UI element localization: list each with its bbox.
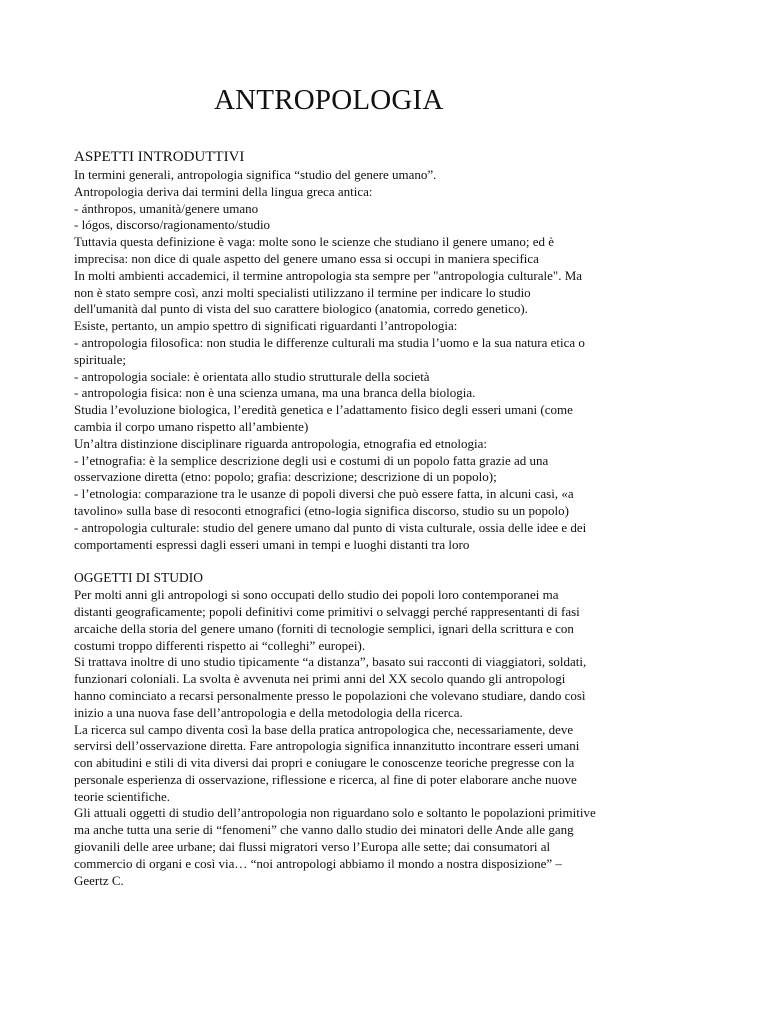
paragraph-line: - l’etnologia: comparazione tra le usanze di popoli diversi che può essere fatta, in alcuni casi, «a	[74, 486, 574, 502]
section-body-oggetti	[74, 587, 714, 889]
paragraph-line: - lógos, discorso/ragionamento/studio	[74, 217, 271, 233]
paragraph-line: Un’altra distinzione disciplinare riguarda antropologia, etnografia ed etnologia:	[74, 435, 487, 451]
paragraph-line: distanti geograficamente; popoli definitivi come primitivi o selvaggi perché rappresentanti di fasi	[74, 603, 580, 619]
paragraph-line: teorie scientifiche.	[74, 788, 171, 804]
paragraph-line: Tuttavia questa definizione è vaga: molte sono le scienze che studiano il genere umano; ed è	[74, 234, 555, 250]
paragraph-line: hanno cominciato a recarsi personalmente presso le popolazioni che volevano studiare, dando così	[74, 687, 586, 703]
paragraph-line: La ricerca sul campo diventa così la base della pratica antropologica che, necessariamente, deve	[74, 721, 574, 737]
section-heading-aspetti: ASPETTI INTRODUTTIVI	[74, 149, 245, 165]
paragraph-line: - ánthropos, umanità/genere umano	[74, 200, 259, 216]
paragraph-line: giovanili delle aree urbane; dai flussi migratori verso l’Europa alle sette; dai consumatori al	[74, 839, 551, 855]
paragraph-line: servirsi dell’osservazione diretta. Fare antropologia significa innanzitutto incontrare esseri umani	[74, 738, 580, 754]
paragraph-line: Esiste, pertanto, un ampio spettro di significati riguardanti l’antropologia:	[74, 318, 458, 334]
paragraph-line: - antropologia sociale: è orientata allo studio strutturale della società	[74, 368, 430, 384]
paragraph-line: dell'umanità dal punto di vista del suo carattere biologico (anatomia, corredo genetico).	[74, 301, 528, 317]
paragraph-line: In termini generali, antropologia significa “studio del genere umano”.	[74, 167, 437, 182]
paragraph-line: Geertz C.	[74, 872, 124, 888]
paragraph-line: arcaiche della storia del genere umano (forniti di tecnologie semplici, ignari della scrittura e con	[74, 620, 574, 636]
paragraph-line: commercio di organi e così via… “noi antropologi abbiamo il mondo a nostra disposizione” –	[74, 855, 562, 871]
section-heading-oggetti: OGGETTI DI STUDIO	[74, 570, 203, 586]
document-title: ANTROPOLOGIA	[214, 84, 444, 116]
paragraph-line: In molti ambienti accademici, il termine antropologia sta sempre per "antropologia culturale". Ma	[74, 267, 583, 283]
paragraph-line: costumi troppo differenti rispetto ai “colleghi” europei).	[74, 637, 366, 653]
paragraph-line: Si trattava inoltre di uno studio tipicamente “a distanza”, basato sui racconti di viaggiatori, soldati,	[74, 654, 587, 670]
paragraph-line: - antropologia filosofica: non studia le differenze culturali ma studia l’uomo e la sua natura etica o	[74, 334, 585, 350]
paragraph-line: comportamenti espressi dagli esseri umani in tempi e luoghi distanti tra loro	[74, 536, 470, 552]
paragraph-line: inizio a una nuova fase dell’antropologia e della metodologia della ricerca.	[74, 704, 463, 720]
paragraph-line: tavolino» sulla base di resoconti etnografici (etno-logia significa discorso, studio su un popolo)	[74, 502, 569, 518]
paragraph-line: funzionari coloniali. La svolta è avvenuta nei primi anni del XX secolo quando gli antropologi	[74, 671, 566, 687]
paragraph-line: non è stato sempre così, anzi molti specialisti utilizzano il termine per indicare lo studio	[74, 284, 531, 300]
document-body	[74, 148, 714, 889]
section-body-aspetti	[74, 167, 714, 553]
paragraph-line: Antropologia deriva dai termini della lingua greca antica:	[74, 183, 373, 199]
paragraph-line: ma anche tutta una serie di “fenomeni” che vanno dallo studio dei minatori delle Ande alle gang	[74, 822, 574, 838]
paragraph-line: spirituale;	[74, 351, 126, 367]
paragraph-line: Studia l’evoluzione biologica, l’eredità genetica e l’adattamento fisico degli esseri umani (come	[74, 402, 573, 418]
paragraph-line: osservazione diretta (etno: popolo; grafia: descrizione; descrizione di un popolo);	[74, 469, 497, 485]
paragraph-line: con abitudini e stili di vita diversi dai propri e coniugare le conoscenze teoriche pregresse con la	[74, 755, 575, 771]
paragraph-line: imprecisa: non dice di quale aspetto del genere umano essa si occupi in maniera specifica	[74, 250, 539, 266]
paragraph-line: - antropologia fisica: non è una scienza umana, ma una branca della biologia.	[74, 385, 476, 401]
paragraph-line: - antropologia culturale: studio del genere umano dal punto di vista culturale, ossia delle idee e dei	[74, 519, 587, 535]
paragraph-line: - l’etnografia: è la semplice descrizione degli usi e costumi di un popolo fatta grazie ad una	[74, 452, 549, 468]
paragraph-line: Gli attuali oggetti di studio dell’antropologia non riguardano solo e soltanto le popolazioni primitive	[74, 805, 596, 821]
paragraph-line: Per molti anni gli antropologi si sono occupati dello studio dei popoli loro contemporanei ma	[74, 587, 559, 603]
paragraph-line: personale esperienza di osservazione, riflessione e ricerca, al fine di poter elaborare anche nuove	[74, 771, 577, 787]
paragraph-line: cambia il corpo umano rispetto all’ambiente)	[74, 418, 309, 434]
